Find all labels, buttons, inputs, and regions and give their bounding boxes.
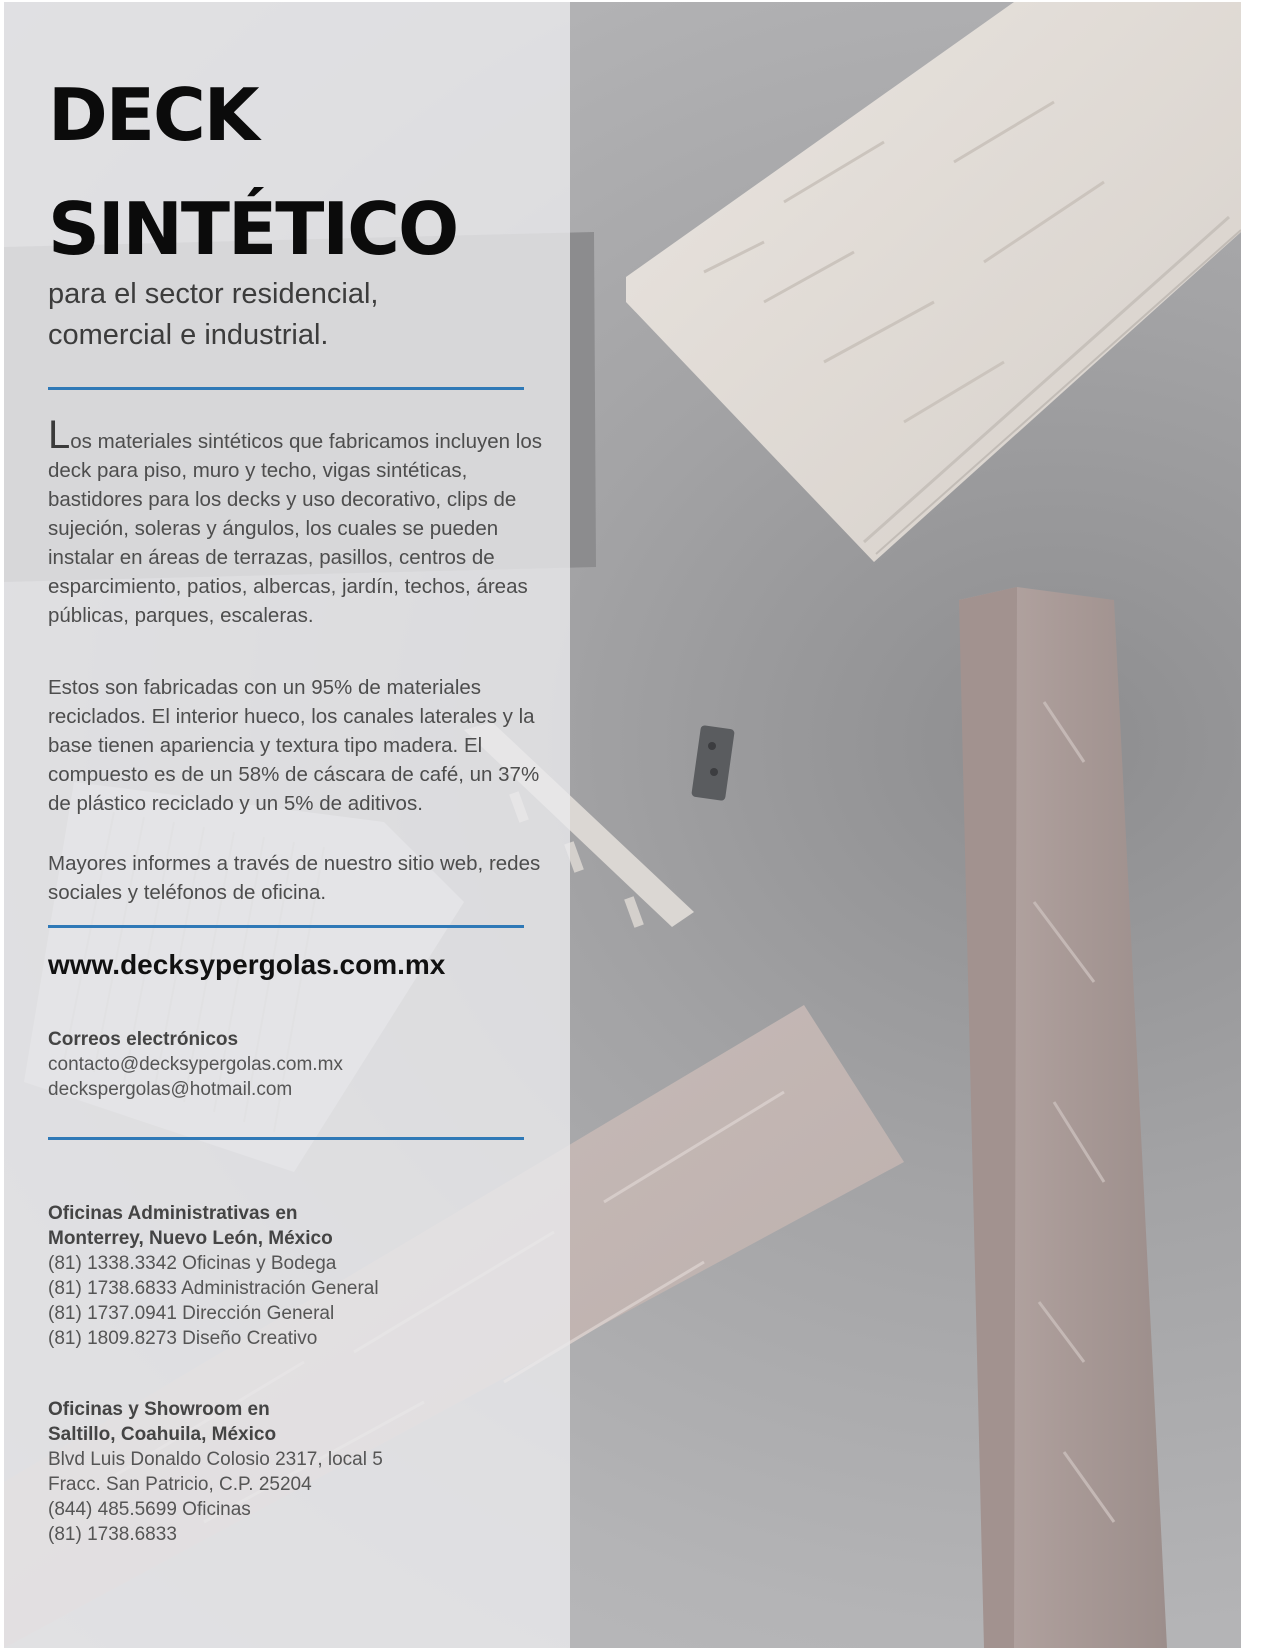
phone-line: (81) 1737.0941 Dirección General [48, 1303, 335, 1324]
divider-rule [48, 387, 524, 390]
saltillo-heading-line: Oficinas y Showroom en [48, 1399, 270, 1420]
saltillo-office-block [48, 1397, 528, 1547]
emails-block [48, 1027, 528, 1102]
email-link[interactable]: deckspergolas@hotmail.com [48, 1079, 293, 1100]
address-line: Fracc. San Patricio, C.P. 25204 [48, 1474, 312, 1495]
saltillo-heading-line: Saltillo, Coahuila, México [48, 1424, 277, 1445]
cream-deck-board [626, 2, 1241, 562]
phone-line: (81) 1338.3342 Oficinas y Bodega [48, 1253, 337, 1274]
phone-line: (81) 1738.6833 Administración General [48, 1278, 379, 1299]
drop-cap: L [48, 413, 71, 457]
contact-paragraph: Mayores informes a través de nuestro sitio web, redes sociales y teléfonos de oficina. [48, 852, 541, 904]
divider-rule [48, 1137, 524, 1140]
address-line: Blvd Luis Donaldo Colosio 2317, local 5 [48, 1449, 383, 1470]
phone-line: (81) 1809.8273 Diseño Creativo [48, 1328, 318, 1349]
subtitle-line-1: para el sector residencial, [48, 278, 379, 310]
mounting-clip [691, 725, 735, 801]
materials-paragraph: Estos son fabricadas con un 95% de materiales reciclados. El interior hueco, los canales laterales y la base tienen apariencia y textura tipo madera. El compuesto es de un 58% de cáscara de café, un 37% de plástico reciclado y un 5% de aditivos. [48, 676, 540, 815]
title-line-1: DECK [48, 73, 258, 157]
monterrey-heading-line: Monterrey, Nuevo León, México [48, 1228, 333, 1249]
subtitle-line-2: comercial e industrial. [48, 319, 329, 351]
intro-paragraph [48, 413, 548, 630]
divider-rule [48, 925, 524, 928]
phone-line: (844) 485.5699 Oficinas [48, 1499, 251, 1520]
phone-line: (81) 1738.6833 [48, 1524, 177, 1545]
monterrey-office-block [48, 1201, 528, 1351]
subtitle [48, 274, 528, 356]
title-line-2: SINTÉTICO [48, 187, 458, 271]
page-title [48, 58, 457, 286]
emails-heading: Correos electrónicos [48, 1029, 239, 1050]
email-link[interactable]: contacto@decksypergolas.com.mx [48, 1054, 343, 1075]
intro-text: os materiales sintéticos que fabricamos incluyen los deck para piso, muro y techo, vigas sintéticas, bastidores para los decks y uso decorativo, clips de sujeción, soleras y ángulos, los cuales se pueden instalar en áreas de terrazas, pasillos, centros de esparcimiento, patios, albercas, jardín, techos, áreas públicas, parques, escaleras. [48, 430, 542, 627]
monterrey-heading-line: Oficinas Administrativas en [48, 1203, 298, 1224]
website-link[interactable]: www.decksypergolas.com.mx [48, 949, 446, 980]
